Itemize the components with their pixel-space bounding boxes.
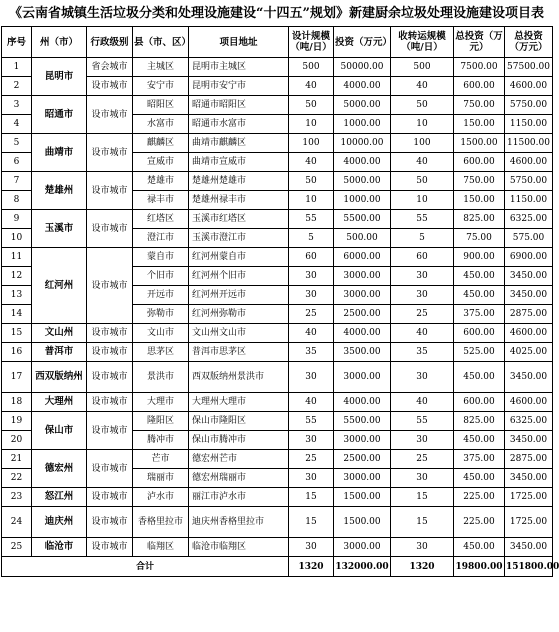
transfer-scale-cell: 60 <box>391 248 454 267</box>
table-row <box>2 324 553 343</box>
total-investment-cell: 57500.00 <box>505 58 553 77</box>
row-number-cell: 9 <box>2 210 32 229</box>
total-investment-cell: 450.00 <box>454 431 505 450</box>
investment-cell: 3500.00 <box>334 343 391 362</box>
admin-level-cell: 设市城市 <box>87 538 133 557</box>
investment-cell: 4000.00 <box>334 153 391 172</box>
table-row <box>2 172 553 191</box>
total-investment-cell: 3450.00 <box>505 362 553 393</box>
investment-cell: 4000.00 <box>334 393 391 412</box>
total-investment-cell: 225.00 <box>454 507 505 538</box>
address-cell: 红河州开远市 <box>189 286 289 305</box>
table-row <box>2 210 553 229</box>
row-number-cell: 2 <box>2 77 32 96</box>
design-scale-cell: 55 <box>289 210 334 229</box>
address-cell: 楚雄州禄丰市 <box>189 191 289 210</box>
design-scale-cell: 30 <box>289 267 334 286</box>
address-cell: 保山市腾冲市 <box>189 431 289 450</box>
city-cell: 保山市 <box>32 412 87 450</box>
total-investment-cell: 3450.00 <box>505 538 553 557</box>
total-investment-cell: 3450.00 <box>505 431 553 450</box>
total-investment-cell: 6325.00 <box>505 210 553 229</box>
total-investment-cell: 7500.00 <box>454 58 505 77</box>
total-investment-cell: 450.00 <box>454 469 505 488</box>
investment-cell: 5000.00 <box>334 96 391 115</box>
city-cell: 临沧市 <box>32 538 87 557</box>
city-cell: 昆明市 <box>32 58 87 96</box>
total-investment-cell: 825.00 <box>454 412 505 431</box>
admin-level-cell: 设市城市 <box>87 172 133 210</box>
transfer-scale-cell: 100 <box>391 134 454 153</box>
county-cell: 楚雄市 <box>133 172 189 191</box>
design-scale-cell: 30 <box>289 469 334 488</box>
row-number-cell: 6 <box>2 153 32 172</box>
admin-level-cell: 设市城市 <box>87 77 133 96</box>
total-investment-cell: 225.00 <box>454 488 505 507</box>
design-scale-cell: 40 <box>289 153 334 172</box>
table-body <box>2 58 559 577</box>
total-investment-cell: 4025.00 <box>505 343 553 362</box>
city-cell: 德宏州 <box>32 450 87 488</box>
transfer-scale-cell: 30 <box>391 267 454 286</box>
design-scale-cell: 60 <box>289 248 334 267</box>
county-cell: 大理市 <box>133 393 189 412</box>
row-number-cell: 3 <box>2 96 32 115</box>
transfer-scale-cell: 55 <box>391 412 454 431</box>
city-cell: 西双版纳州 <box>32 362 87 393</box>
transfer-scale-cell: 35 <box>391 343 454 362</box>
admin-level-cell: 设市城市 <box>87 507 133 538</box>
address-cell: 大理州大理市 <box>189 393 289 412</box>
admin-level-cell: 设市城市 <box>87 412 133 450</box>
transfer-scale-cell: 40 <box>391 393 454 412</box>
total-investment-cell: 450.00 <box>454 538 505 557</box>
city-cell: 楚雄州 <box>32 172 87 210</box>
county-cell: 禄丰市 <box>133 191 189 210</box>
investment-cell: 5500.00 <box>334 412 391 431</box>
total-investment-sum-cell: 19800.00 <box>454 557 505 577</box>
row-number-cell: 25 <box>2 538 32 557</box>
row-number-cell: 14 <box>2 305 32 324</box>
transfer-scale-cell: 30 <box>391 469 454 488</box>
row-number-cell: 20 <box>2 431 32 450</box>
investment-cell: 3000.00 <box>334 286 391 305</box>
design-scale-cell: 30 <box>289 431 334 450</box>
header-cell: 收转运规模（吨/日） <box>391 27 454 58</box>
address-cell: 红河州蒙自市 <box>189 248 289 267</box>
investment-cell: 1000.00 <box>334 115 391 134</box>
county-cell: 个旧市 <box>133 267 189 286</box>
total-investment-cell: 1725.00 <box>505 507 553 538</box>
city-cell: 怒江州 <box>32 488 87 507</box>
county-cell: 芒市 <box>133 450 189 469</box>
address-cell: 保山市隆阳区 <box>189 412 289 431</box>
investment-cell: 1000.00 <box>334 191 391 210</box>
investment-cell: 50000.00 <box>334 58 391 77</box>
admin-level-cell: 设市城市 <box>87 248 133 324</box>
investment-cell: 1500.00 <box>334 507 391 538</box>
total-investment-cell: 375.00 <box>454 450 505 469</box>
county-cell: 思茅区 <box>133 343 189 362</box>
row-number-cell: 18 <box>2 393 32 412</box>
table-row <box>2 488 553 507</box>
transfer-scale-cell: 10 <box>391 115 454 134</box>
total-investment-cell: 750.00 <box>454 172 505 191</box>
investment-cell: 5000.00 <box>334 172 391 191</box>
address-cell: 德宏州芒市 <box>189 450 289 469</box>
transfer-scale-cell: 30 <box>391 286 454 305</box>
city-cell: 玉溪市 <box>32 210 87 248</box>
row-number-cell: 23 <box>2 488 32 507</box>
design-scale-cell: 10 <box>289 115 334 134</box>
city-cell: 文山州 <box>32 324 87 343</box>
investment-cell: 2500.00 <box>334 450 391 469</box>
address-cell: 昭通市水富市 <box>189 115 289 134</box>
design-scale-cell: 30 <box>289 286 334 305</box>
transfer-scale-cell: 40 <box>391 153 454 172</box>
total-design-scale-cell: 1320 <box>289 557 334 577</box>
total-investment-cell: 4600.00 <box>505 77 553 96</box>
admin-level-cell: 设市城市 <box>87 488 133 507</box>
investment-cell: 2500.00 <box>334 305 391 324</box>
total-investment-cell: 900.00 <box>454 248 505 267</box>
total-investment-cell: 525.00 <box>454 343 505 362</box>
row-number-cell: 15 <box>2 324 32 343</box>
admin-level-cell: 设市城市 <box>87 450 133 488</box>
design-scale-cell: 25 <box>289 305 334 324</box>
address-cell: 红河州弥勒市 <box>189 305 289 324</box>
transfer-scale-cell: 15 <box>391 507 454 538</box>
transfer-scale-cell: 55 <box>391 210 454 229</box>
address-cell: 昆明市主城区 <box>189 58 289 77</box>
table-row <box>2 343 553 362</box>
total-investment-cell: 375.00 <box>454 305 505 324</box>
address-cell: 文山州文山市 <box>189 324 289 343</box>
transfer-scale-cell: 15 <box>391 488 454 507</box>
transfer-scale-cell: 25 <box>391 305 454 324</box>
address-cell: 昆明市安宁市 <box>189 77 289 96</box>
transfer-scale-cell: 40 <box>391 324 454 343</box>
row-number-cell: 1 <box>2 58 32 77</box>
transfer-scale-cell: 30 <box>391 538 454 557</box>
design-scale-cell: 40 <box>289 77 334 96</box>
county-cell: 香格里拉市 <box>133 507 189 538</box>
design-scale-cell: 40 <box>289 324 334 343</box>
address-cell: 西双版纳州景洪市 <box>189 362 289 393</box>
admin-level-cell: 设市城市 <box>87 324 133 343</box>
design-scale-cell: 10 <box>289 191 334 210</box>
transfer-scale-cell: 40 <box>391 77 454 96</box>
transfer-scale-cell: 30 <box>391 431 454 450</box>
total-investment-cell: 4600.00 <box>505 153 553 172</box>
total-investment-cell: 2875.00 <box>505 450 553 469</box>
admin-level-cell: 设市城市 <box>87 210 133 248</box>
transfer-scale-cell: 500 <box>391 58 454 77</box>
header-cell: 项目地址 <box>189 27 289 58</box>
county-cell: 泸水市 <box>133 488 189 507</box>
county-cell: 文山市 <box>133 324 189 343</box>
design-scale-cell: 15 <box>289 507 334 538</box>
table-row <box>2 450 553 469</box>
county-cell: 宣威市 <box>133 153 189 172</box>
admin-level-cell: 设市城市 <box>87 362 133 393</box>
address-cell: 丽江市泸水市 <box>189 488 289 507</box>
row-number-cell: 24 <box>2 507 32 538</box>
row-number-cell: 17 <box>2 362 32 393</box>
total-investment-cell: 4600.00 <box>505 324 553 343</box>
total-label-cell: 合计 <box>2 557 289 577</box>
row-number-cell: 12 <box>2 267 32 286</box>
transfer-scale-cell: 25 <box>391 450 454 469</box>
table-row <box>2 248 553 267</box>
county-cell: 开远市 <box>133 286 189 305</box>
total-investment-cell: 600.00 <box>454 324 505 343</box>
row-number-cell: 7 <box>2 172 32 191</box>
design-scale-cell: 5 <box>289 229 334 248</box>
transfer-scale-cell: 50 <box>391 96 454 115</box>
total-investment-cell: 6900.00 <box>505 248 553 267</box>
county-cell: 瑞丽市 <box>133 469 189 488</box>
total-investment-cell: 3450.00 <box>505 267 553 286</box>
investment-cell: 3000.00 <box>334 469 391 488</box>
city-cell: 曲靖市 <box>32 134 87 172</box>
design-scale-cell: 25 <box>289 450 334 469</box>
total-investment-cell: 1500.00 <box>454 134 505 153</box>
table-row <box>2 507 553 538</box>
city-cell: 红河州 <box>32 248 87 324</box>
total-investment-cell: 150.00 <box>454 191 505 210</box>
address-cell: 昭通市昭阳区 <box>189 96 289 115</box>
total-investment-cell: 750.00 <box>454 96 505 115</box>
total-investment-cell: 1150.00 <box>505 115 553 134</box>
investment-cell: 3000.00 <box>334 431 391 450</box>
county-cell: 蒙自市 <box>133 248 189 267</box>
table-row <box>2 393 553 412</box>
header-cell: 县（市、区） <box>133 27 189 58</box>
county-cell: 安宁市 <box>133 77 189 96</box>
table-title: 《云南省城镇生活垃圾分类和处理设施建设“十四五”规划》新建厨余垃圾处理设施建设项目表 <box>9 6 544 21</box>
transfer-scale-cell: 50 <box>391 172 454 191</box>
design-scale-cell: 35 <box>289 343 334 362</box>
investment-cell: 1500.00 <box>334 488 391 507</box>
city-cell: 迪庆州 <box>32 507 87 538</box>
row-number-cell: 5 <box>2 134 32 153</box>
county-cell: 主城区 <box>133 58 189 77</box>
admin-level-cell: 设市城市 <box>87 393 133 412</box>
total-investment-cell: 450.00 <box>454 362 505 393</box>
project-table <box>1 26 559 577</box>
county-cell: 弥勒市 <box>133 305 189 324</box>
total-investment-cell: 3450.00 <box>505 286 553 305</box>
row-number-cell: 11 <box>2 248 32 267</box>
row-number-cell: 10 <box>2 229 32 248</box>
total-investment-sum-cell: 151800.00 <box>505 557 553 577</box>
total-row <box>2 557 553 577</box>
row-number-cell: 16 <box>2 343 32 362</box>
investment-cell: 3000.00 <box>334 538 391 557</box>
county-cell: 景洪市 <box>133 362 189 393</box>
header-cell: 总投资（万元） <box>505 27 553 58</box>
county-cell: 隆阳区 <box>133 412 189 431</box>
total-transfer-scale-cell: 1320 <box>391 557 454 577</box>
total-investment-cell: 600.00 <box>454 77 505 96</box>
admin-level-cell: 设市城市 <box>87 134 133 172</box>
county-cell: 昭阳区 <box>133 96 189 115</box>
design-scale-cell: 15 <box>289 488 334 507</box>
address-cell: 玉溪市红塔区 <box>189 210 289 229</box>
address-cell: 玉溪市澄江市 <box>189 229 289 248</box>
table-row <box>2 58 553 77</box>
header-cell: 行政级别 <box>87 27 133 58</box>
row-number-cell: 13 <box>2 286 32 305</box>
design-scale-cell: 500 <box>289 58 334 77</box>
transfer-scale-cell: 30 <box>391 362 454 393</box>
header-cell: 总投资（万元） <box>454 27 505 58</box>
investment-cell: 6000.00 <box>334 248 391 267</box>
city-cell: 普洱市 <box>32 343 87 362</box>
total-investment-cell: 825.00 <box>454 210 505 229</box>
table-row <box>2 134 553 153</box>
transfer-scale-cell: 5 <box>391 229 454 248</box>
address-cell: 曲靖市宣威市 <box>189 153 289 172</box>
header-cell: 州（市） <box>32 27 87 58</box>
admin-level-cell: 省会城市 <box>87 58 133 77</box>
total-investment-cell: 5750.00 <box>505 172 553 191</box>
header-cell: 序号 <box>2 27 32 58</box>
investment-cell: 4000.00 <box>334 77 391 96</box>
admin-level-cell: 设市城市 <box>87 96 133 134</box>
investment-cell: 5500.00 <box>334 210 391 229</box>
total-investment-cell: 6325.00 <box>505 412 553 431</box>
address-cell: 楚雄州楚雄市 <box>189 172 289 191</box>
total-investment-cell: 1150.00 <box>505 191 553 210</box>
investment-cell: 3000.00 <box>334 267 391 286</box>
investment-cell: 3000.00 <box>334 362 391 393</box>
design-scale-cell: 40 <box>289 393 334 412</box>
row-number-cell: 4 <box>2 115 32 134</box>
total-investment-cell: 11500.00 <box>505 134 553 153</box>
design-scale-cell: 50 <box>289 96 334 115</box>
total-investment-cell: 2875.00 <box>505 305 553 324</box>
row-number-cell: 22 <box>2 469 32 488</box>
header-cell: 设计规模（吨/日） <box>289 27 334 58</box>
address-cell: 红河州个旧市 <box>189 267 289 286</box>
table-row <box>2 362 553 393</box>
investment-cell: 500.00 <box>334 229 391 248</box>
total-investment-cell: 3450.00 <box>505 469 553 488</box>
table-row <box>2 96 553 115</box>
design-scale-cell: 100 <box>289 134 334 153</box>
header-row <box>2 27 553 58</box>
investment-cell: 4000.00 <box>334 324 391 343</box>
total-investment-cell: 132000.00 <box>334 557 391 577</box>
county-cell: 腾冲市 <box>133 431 189 450</box>
county-cell: 麒麟区 <box>133 134 189 153</box>
address-cell: 临沧市临翔区 <box>189 538 289 557</box>
address-cell: 德宏州瑞丽市 <box>189 469 289 488</box>
transfer-scale-cell: 10 <box>391 191 454 210</box>
total-investment-cell: 150.00 <box>454 115 505 134</box>
row-number-cell: 21 <box>2 450 32 469</box>
address-cell: 曲靖市麒麟区 <box>189 134 289 153</box>
county-cell: 临翔区 <box>133 538 189 557</box>
total-investment-cell: 600.00 <box>454 153 505 172</box>
design-scale-cell: 30 <box>289 362 334 393</box>
row-number-cell: 19 <box>2 412 32 431</box>
admin-level-cell: 设市城市 <box>87 343 133 362</box>
county-cell: 澄江市 <box>133 229 189 248</box>
total-investment-cell: 1725.00 <box>505 488 553 507</box>
county-cell: 水富市 <box>133 115 189 134</box>
address-cell: 普洱市思茅区 <box>189 343 289 362</box>
investment-cell: 10000.00 <box>334 134 391 153</box>
table-row <box>2 538 553 557</box>
header-cell: 投资（万元） <box>334 27 391 58</box>
city-cell: 昭通市 <box>32 96 87 134</box>
total-investment-cell: 450.00 <box>454 286 505 305</box>
table-row <box>2 412 553 431</box>
city-cell: 大理州 <box>32 393 87 412</box>
total-investment-cell: 600.00 <box>454 393 505 412</box>
design-scale-cell: 50 <box>289 172 334 191</box>
total-investment-cell: 5750.00 <box>505 96 553 115</box>
total-investment-cell: 75.00 <box>454 229 505 248</box>
total-investment-cell: 450.00 <box>454 267 505 286</box>
address-cell: 迪庆州香格里拉市 <box>189 507 289 538</box>
design-scale-cell: 55 <box>289 412 334 431</box>
total-investment-cell: 575.00 <box>505 229 553 248</box>
design-scale-cell: 30 <box>289 538 334 557</box>
total-investment-cell: 4600.00 <box>505 393 553 412</box>
row-number-cell: 8 <box>2 191 32 210</box>
county-cell: 红塔区 <box>133 210 189 229</box>
